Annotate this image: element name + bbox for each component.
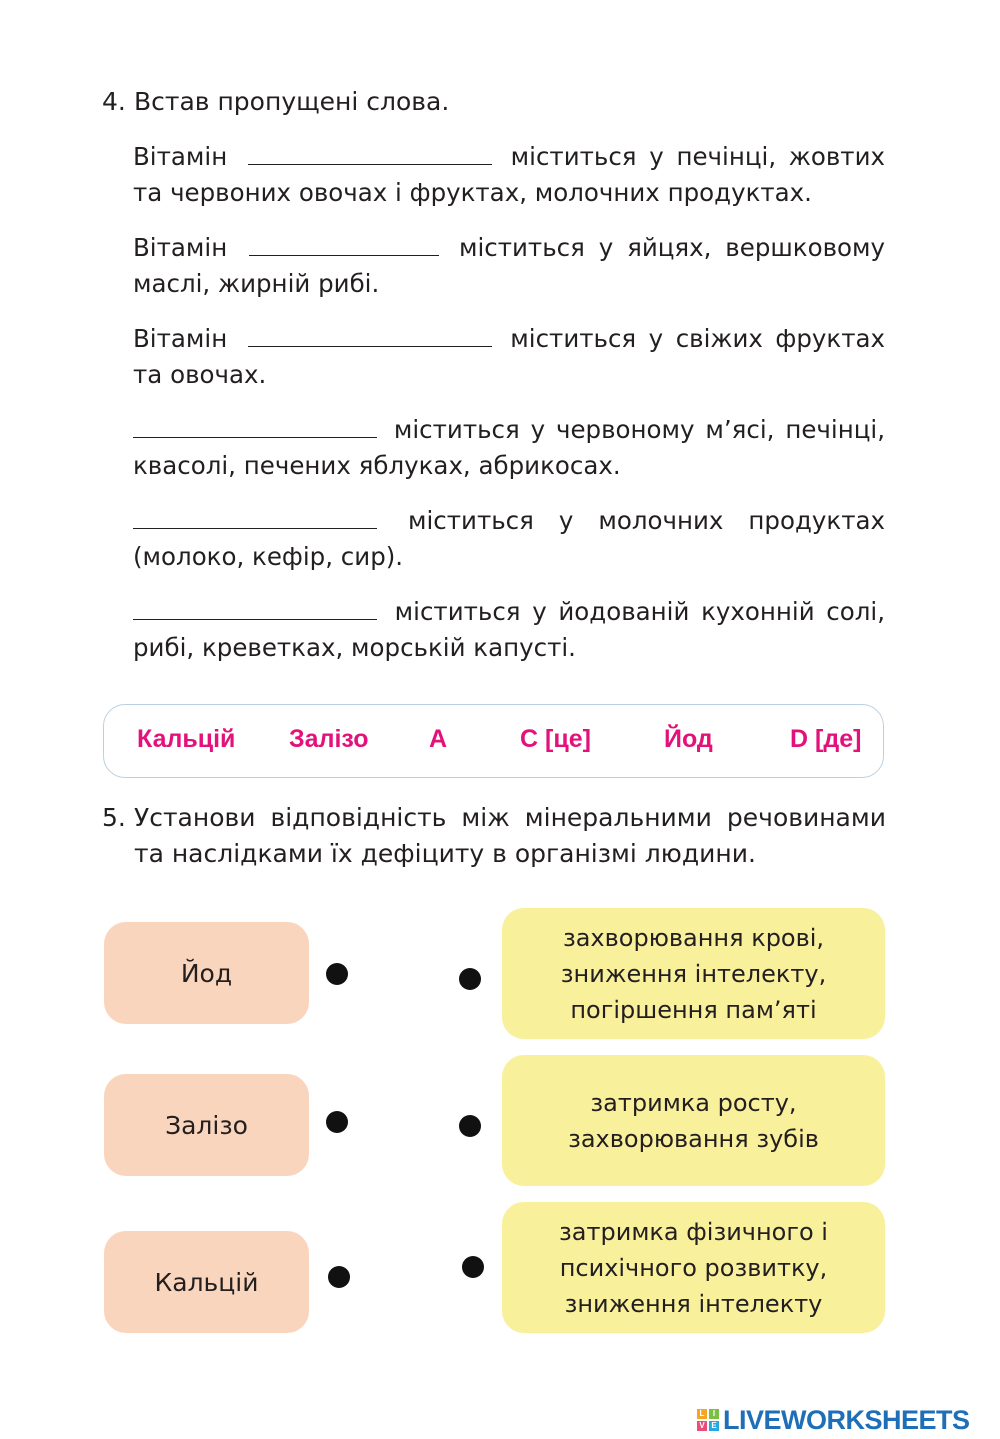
mineral-box [104, 1231, 309, 1333]
blank-field[interactable] [248, 160, 492, 165]
deficiency-box [502, 908, 885, 1039]
deficiency-box [502, 1055, 885, 1186]
logo-blocks-icon [697, 1409, 719, 1431]
word-bank-item[interactable]: Йод [664, 725, 713, 753]
match-dot-right[interactable] [459, 968, 481, 990]
mineral-box [104, 1074, 309, 1176]
word-bank-item[interactable]: Залізо [289, 725, 369, 753]
deficiency-text: затримка росту, захворювання зубів [568, 1088, 819, 1153]
fill-item-3 [133, 321, 885, 393]
item-text: міститься у червоному м’ясі, печінці, квасолі, печених яблуках, абрикосах. [133, 415, 885, 480]
logo-letter: I [709, 1409, 719, 1419]
task4-title-text: Встав пропущені слова. [134, 87, 450, 116]
logo-letter: L [697, 1409, 707, 1419]
mineral-label: Йод [180, 958, 233, 988]
deficiency-box [502, 1202, 885, 1333]
fill-item-6 [133, 594, 885, 666]
mineral-label: Кальцій [154, 1267, 259, 1297]
item-text: міститься у йодованій кухонній солі, рибі, креветках, морській капусті. [133, 597, 885, 662]
word-bank-item[interactable]: С [це] [520, 725, 591, 753]
mineral-label: Залізо [165, 1110, 248, 1140]
task5-title-text: Установи відповідність між мінеральними речовинами та наслідками їх дефіциту в організмі людини. [134, 803, 886, 868]
word-bank-item[interactable]: А [429, 725, 448, 753]
mineral-box [104, 922, 309, 1024]
fill-item-2 [133, 230, 885, 302]
logo-letter: V [697, 1421, 707, 1431]
fill-item-5 [133, 503, 885, 575]
word-bank-item[interactable]: Кальцій [137, 725, 236, 753]
item-prefix: Вітамін [133, 324, 228, 353]
task4-title [102, 84, 449, 120]
item-prefix: Вітамін [133, 233, 228, 262]
item-text: міститься у молочних продуктах (молоко, кефір, сир). [133, 506, 885, 571]
match-dot-left[interactable] [326, 963, 348, 985]
item-text: міститься у печінці, жовтих та червоних овочах і фруктах, молочних продуктах. [133, 142, 886, 207]
blank-field[interactable] [248, 342, 492, 347]
match-dot-right[interactable] [459, 1115, 481, 1137]
logo-letter: E [709, 1421, 719, 1431]
word-bank [103, 704, 884, 778]
task5-title [102, 800, 886, 872]
item-prefix: Вітамін [133, 142, 228, 171]
word-bank-item[interactable]: D [де] [790, 725, 862, 753]
deficiency-text: затримка фізичного і психічного розвитку, зниження інтелекту [559, 1217, 828, 1318]
item-text: міститься у яйцях, вершковому маслі, жирній рибі. [133, 233, 885, 298]
liveworksheets-logo[interactable] [697, 1403, 970, 1437]
fill-item-4 [133, 412, 885, 484]
deficiency-text: захворювання крові, зниження інтелекту, погіршення пам’яті [560, 923, 827, 1024]
blank-field[interactable] [133, 524, 377, 529]
fill-item-1 [133, 139, 885, 211]
blank-field[interactable] [249, 251, 439, 256]
logo-brand-text: LIVEWORKSHEETS [723, 1404, 970, 1435]
match-dot-left[interactable] [328, 1266, 350, 1288]
blank-field[interactable] [133, 433, 377, 438]
task4-number: 4. [102, 87, 126, 116]
item-text: міститься у свіжих фруктах та овочах. [133, 324, 886, 389]
blank-field[interactable] [133, 615, 377, 620]
match-dot-left[interactable] [326, 1111, 348, 1133]
match-dot-right[interactable] [462, 1256, 484, 1278]
task5-number: 5. [102, 803, 126, 832]
